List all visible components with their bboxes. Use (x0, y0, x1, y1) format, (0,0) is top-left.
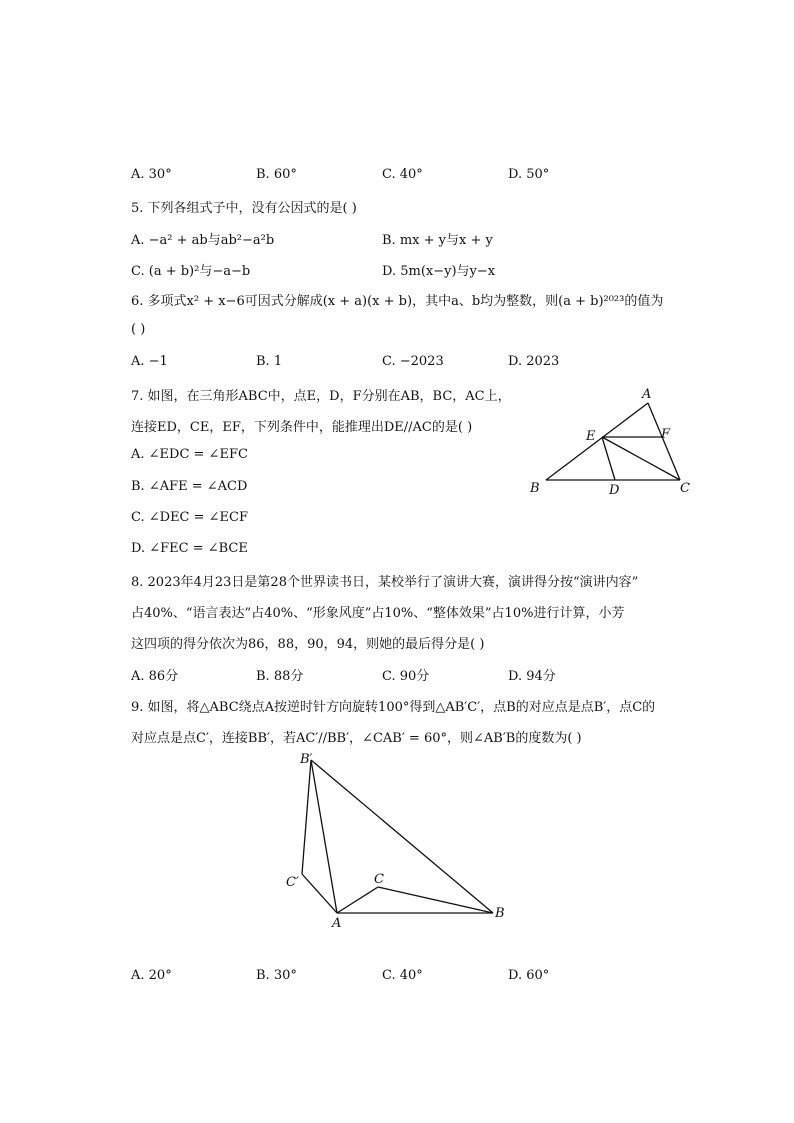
q9-edge-bp-cp (302, 760, 311, 874)
q7-label-b: B (530, 481, 540, 496)
q9-option-d: D. 60° (508, 968, 550, 983)
q7-stem-line1: 7. 如图，在三角形ABC中，点E，D，F分别在AB，BC，AC上， (131, 389, 511, 404)
q5-option-d: D. 5m(x−y)与y−x (382, 264, 496, 279)
q9-option-b: B. 30° (256, 968, 297, 983)
q7-label-e: E (586, 429, 596, 444)
q8-option-b: B. 88分 (256, 669, 304, 684)
q6-option-d: D. 2023 (508, 354, 560, 369)
q9-stem-line1: 9. 如图，将△ABC绕点A按逆时针方向旋转100°得到△AB′C′，点B的对应点是点B′，点C的 (131, 700, 656, 715)
q4-option-a: A. 30° (131, 167, 172, 182)
q8-option-d: D. 94分 (508, 669, 556, 684)
q9-rotation-figure (280, 745, 520, 935)
q4-option-c: C. 40° (382, 167, 423, 182)
q8-stem-line3: 这四项的得分依次为86，88，90，94，则她的最后得分是( ) (131, 637, 485, 652)
q9-stem-line2: 对应点是点C′，连接BB′，若AC′//BB′，∠CAB′ = 60°，则∠AB′B的度数为( ) (131, 731, 582, 746)
q5-stem: 5. 下列各组式子中，没有公因式的是( ) (131, 201, 357, 216)
q9-segment-bp-b (311, 760, 493, 913)
q9-edge-c-b (378, 887, 493, 913)
q5-option-b: B. mx + y与x + y (382, 233, 493, 248)
q5-option-a: A. −a² + ab与ab²−a²b (131, 233, 275, 248)
q8-option-a: A. 86分 (131, 669, 179, 684)
q9-label-c: C (374, 872, 384, 887)
q9-option-c: C. 40° (382, 968, 423, 983)
q4-option-b: B. 60° (256, 167, 297, 182)
q7-stem-line2: 连接ED，CE，EF，下列条件中，能推理出DE//AC的是( ) (131, 420, 473, 435)
q7-label-c: C (680, 481, 690, 496)
q7-option-b: B. ∠AFE = ∠ACD (131, 479, 248, 494)
q9-edge-bp-a (311, 760, 337, 913)
q7-edge-ab (546, 403, 648, 480)
q7-label-f: F (661, 427, 671, 442)
q7-triangle-figure (520, 380, 700, 500)
q7-label-d: D (609, 483, 620, 498)
q7-option-a: A. ∠EDC = ∠EFC (131, 447, 248, 462)
q6-option-b: B. 1 (256, 354, 283, 369)
q9-label-a: A (332, 916, 342, 931)
q4-option-d: D. 50° (508, 167, 550, 182)
q8-option-c: C. 90分 (382, 669, 430, 684)
q8-stem-line2: 占40%、“语言表达”占40%、“形象风度”占10%、“整体效果”占10%进行计算，小芳 (131, 606, 625, 621)
q9-edge-a-c (337, 887, 378, 913)
q9-option-a: A. 20° (131, 968, 172, 983)
q7-option-d: D. ∠FEC = ∠BCE (131, 541, 248, 556)
q6-stem-line2: ( ) (131, 322, 146, 337)
q7-option-c: C. ∠DEC = ∠ECF (131, 510, 249, 525)
q6-option-c: C. −2023 (382, 354, 444, 369)
q9-label-b: B (495, 906, 505, 921)
q6-option-a: A. −1 (131, 354, 168, 369)
q9-label-cp: C′ (286, 875, 299, 890)
q5-option-c: C. (a + b)²与−a−b (131, 264, 251, 279)
q8-stem-line1: 8. 2023年4月23日是第28个世界读书日，某校举行了演讲大赛，演讲得分按“演讲内容” (131, 575, 639, 590)
q9-label-bp: B′ (300, 752, 313, 767)
q7-label-a: A (642, 387, 652, 402)
q6-stem-line1: 6. 多项式x² + x−6可因式分解成(x + a)(x + b)，其中a、b均为整数，则(a + b)²⁰²³的值为 (131, 294, 664, 309)
